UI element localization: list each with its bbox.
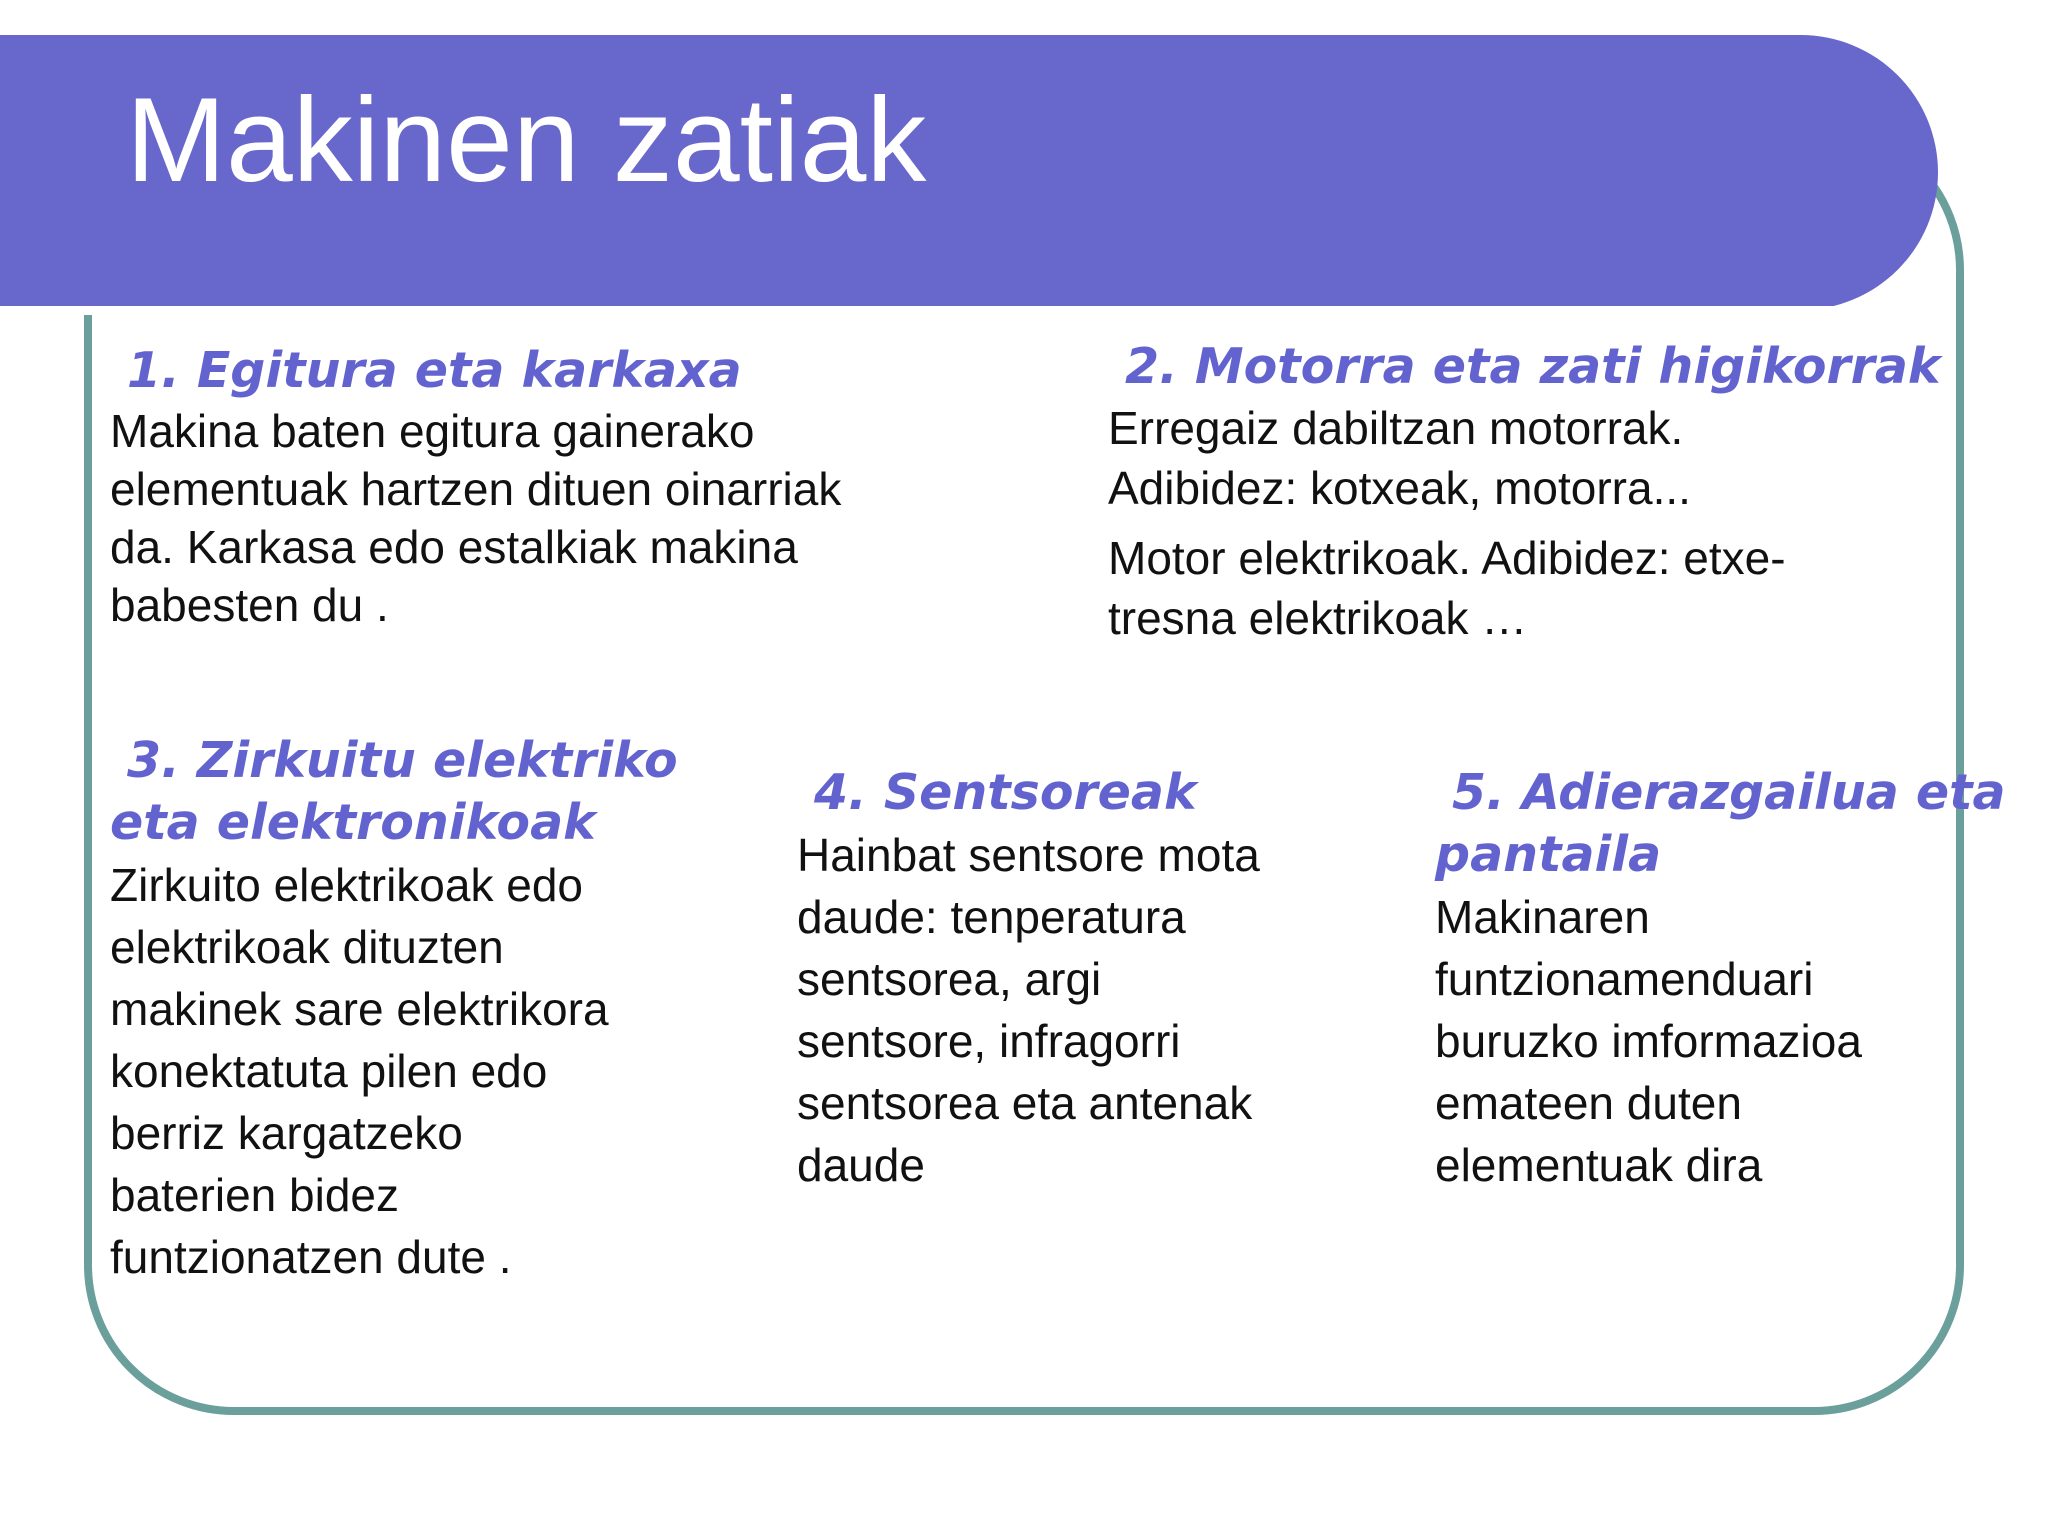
title-divider xyxy=(0,306,1837,315)
section-paragraph: Motor elektrikoak. Adibidez: etxe- tresna elektrikoak … xyxy=(1108,532,1786,644)
section-heading: 2. Motorra eta zati higikorrak xyxy=(1108,338,1941,395)
section-body xyxy=(797,824,1417,1196)
section-body xyxy=(110,402,1070,634)
section-heading: 3. Zirkuitu elektriko eta elektronikoak xyxy=(110,732,678,851)
section-motorra xyxy=(1108,336,1988,648)
section-paragraph: Erregaiz dabiltzan motorrak. Adibidez: kotxeak, motorra... xyxy=(1108,402,1691,514)
section-heading: 5. Adierazgailua eta pantaila xyxy=(1435,764,2006,883)
section-body xyxy=(1435,886,1995,1196)
section-paragraph: Makina baten egitura gainerako elementuak hartzen dituen oinarriak da. Karkasa edo estalkiak makina babesten du . xyxy=(110,405,842,631)
section-body xyxy=(110,854,810,1288)
section-heading: 1. Egitura eta karkaxa xyxy=(110,342,742,399)
section-adierazgailua xyxy=(1435,762,2006,1196)
section-paragraph: Makinaren funtzionamenduari buruzko imformazioa emateen duten elementuak dira xyxy=(1435,891,1862,1191)
section-sentsoreak xyxy=(797,762,1417,1196)
section-paragraph: Zirkuito elektrikoak edo elektrikoak dituzten makinek sare elektrikora konektatuta pilen edo berriz kargatzeko baterien bidez funtzionatzen dute . xyxy=(110,859,609,1283)
section-body xyxy=(1108,398,1988,648)
slide-title: Makinen zatiak xyxy=(126,73,927,207)
section-zirkuitu xyxy=(110,730,810,1288)
section-paragraph: Hainbat sentsore mota daude: tenperatura sentsorea, argi sentsore, infragorri sentsorea eta antenak daude xyxy=(797,829,1260,1191)
section-egitura xyxy=(110,340,1070,634)
section-heading: 4. Sentsoreak xyxy=(797,764,1197,821)
